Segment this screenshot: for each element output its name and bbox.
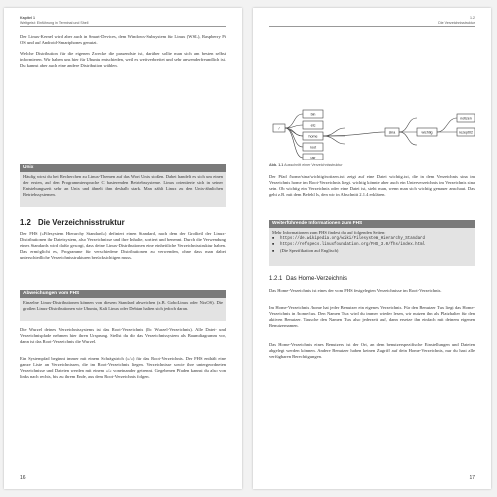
chapter-label: Kapitel 1 <box>20 16 35 20</box>
section-paragraph-1: Der FHS (»Filesystem Hierarchy Standard«) definiert einen Standard, nach dem der Großteil der Linux-Distributionen ihr Dateisystem, also Verzeichnisse und ihre Inhalte, sortiert und benennt. Durch die Verwendung eines Standards wird dafür gesorgt, dass deine Linux-Distributionen eine einheitliche Verzeichnisstruktur haben. Das ermöglicht es, Programme für verschiedene Distributionen zu verwenden, ohne dass man dabei unterschiedliche Verzeichnisstrukturen berücksichtigen muss. <box>20 231 226 261</box>
directory-tree-diagram <box>269 32 475 160</box>
figure-caption <box>269 163 343 167</box>
section-heading <box>20 218 125 227</box>
tree-nodes <box>273 110 475 160</box>
label-usr: usr <box>310 155 316 160</box>
chapter-title: Weltgeist: Einführung in Terminal und Shell <box>20 20 89 25</box>
label-sina: sina <box>388 130 396 135</box>
info-link-refspecs[interactable]: ■ https://refspecs.linuxfoundation.org/FHS_3.0/fhs/index.html <box>272 242 472 248</box>
unix-box-text: Häufig wirst du bei Recherchen zu Linux-Themen auf das Wort Unix stoßen. Dabei handelt es sich um einen der ersten, auf den Programmiersprache C basierenden Betriebssysteme. Linux orientierte sich in seiner Entstehungszeit sehr an Unix und ähnelt ihm deshalb stark. Man zählt Linux zu den Unix-ähnlichen Betriebssystemen. <box>20 172 226 207</box>
info-box-body <box>269 228 475 266</box>
info-box-title: Weiterführende Informationen zum FHS <box>269 220 475 228</box>
right-running-header <box>438 16 475 25</box>
page-number-right: 17 <box>469 475 475 481</box>
info-link-note: ■ (Die Spezifikation auf Englisch) <box>272 248 472 254</box>
deviation-box-text: Einzelne Linux-Distributionen können von diesem Standard abweichen (z.B. GoboLinux oder NixOS). Die großen Linux-Distributionen wie Ubuntu, Kali Linux oder Debian halten sich jedoch daran. <box>20 298 226 321</box>
section-number: 1.2 <box>20 218 31 227</box>
label-bin: bin <box>310 112 316 117</box>
info-link-list <box>272 236 472 254</box>
subsection-title: Das Home-Verzeichnis <box>286 276 348 282</box>
label-root-dir: root <box>309 145 317 150</box>
left-page <box>4 8 242 489</box>
header-rule <box>20 26 226 27</box>
section-paragraph-2: Die Wurzel deines Verzeichnissystems ist das Root-Verzeichnis (lb: Wurzel-Verzeichnis). Alle Datei- und Verzeichnispfade nehmen hier ihren Ursprung. Stellst du dir das Verzeichnissystem als Baumdiagramm vor, dann ist das Root-Verzeichnis die Wurzel. <box>20 327 226 345</box>
intro-paragraph-2: Welche Distribution für die eigenen Zwecke die passendste ist, darüber sollte man sich am besten selbst informieren. Wir haben uns hier für Ubuntu entschieden, weil es weitverbreitet und sehr anwenderfreundlich ist. Du kannst aber auch eine andere Distribution wählen. <box>20 51 226 69</box>
section-running-title: Die Verzeichnisstruktur <box>438 20 475 25</box>
label-etc: etc <box>310 123 316 128</box>
figure-caption-text: Ausschnitt einer Verzeichnisstruktur <box>284 163 343 167</box>
figure-label: Abb. 1.1 <box>269 163 284 167</box>
label-rezept02: rezept02 <box>459 130 473 135</box>
right-paragraph-4: Das Home-Verzeichnis eines Benutzers ist der Ort, an dem benutzerspezifische Einstellungen und Dateien abgelegt werden können. Andere Benutzer haben keinen Zugriff auf dein Home-Verzeichnis, nur du hast alle verfügbaren Berechtigungen. <box>269 342 475 360</box>
info-link-wikipedia[interactable]: ■ https://de.wikipedia.org/wiki/Filesystem_Hierarchy_Standard <box>272 236 472 242</box>
info-box-intro: Mehr Informationen zum FHS findest du auf folgenden Seiten: <box>272 229 386 235</box>
left-running-header <box>20 16 88 25</box>
label-wichtig: wichtig <box>421 130 433 135</box>
right-paragraph-3: Im Home-Verzeichnis /home hat jeder Benutzer ein eigenes Verzeichnis. Für den Benutzer Tux liegt das Home-Verzeichnis in /home/tux. Den Namen Tux wird du immer wieder lesen, wir nutzen ihn als Platzhalter für den aktiven Benutzer. Tausche den Namen Tux also jederzeit auf, dann ersetze ihn einfach mit deinem eigenen Benutzernamen. <box>269 305 475 329</box>
label-root: / <box>278 126 280 131</box>
right-paragraph-2: Das Home-Verzeichnis ist eines der vom FHS festgelegten Verzeichnisse im Root-Verzeichnis. <box>269 288 442 293</box>
deviation-box-title: Abweichungen vom FHS <box>20 290 226 298</box>
right-paragraph-1: Der Pfad /home/sina/wichtig/notizen.txt zeigt auf eine Datei wichtig.txt, die in dem Verzeichnis sina im Verzeichnis home im Root-Verzeichnis liegt. wichtig könnte aber auch ein Unterverzeichnis im Verzeichnis sina sein. Ob wichtig ein Verzeichnis oder eine Datei ist, sieht man, wenn man sich wichtig genauer anschaut. Das geht z.B. mit dem Befehl ls, den wir in Abschnitt 2.1.4 erklären. <box>269 174 475 198</box>
section-label: 1.2 <box>470 16 475 20</box>
unix-box-title: Unix <box>20 164 226 172</box>
section-paragraph-3: Ein Systempfad beginnt immer mit einem Schrägstrich (»/«) für das Root-Verzeichnis. Der FHS enthält eine ganze Liste an Verzeichnissen, die im Root-Verzeichnis liegen. Verzeichnisse sowie ihre untergeordneten Verzeichnisse und Dateien werden mit einem »/« voneinander getrennt. Gegebenen Pfaden kannst du also von links nach rechts, bis zu ihrem Ende, aus dem Root-Verzeichnis folgen. <box>20 356 226 380</box>
section-title: Die Verzeichnisstruktur <box>38 218 125 227</box>
intro-paragraph-1: Der Linux-Kernel wird aber auch in Smart-Devices, dem Windows-Subsystem für Linux (WSL), Raspberry Pi OS und auf Android-Smartphones genutzt. <box>20 34 226 46</box>
page-number-left: 16 <box>20 475 26 481</box>
header-rule <box>269 26 475 27</box>
subsection-heading <box>269 276 347 282</box>
right-page <box>253 8 491 489</box>
label-home: home <box>308 134 318 139</box>
label-notizen: notizen <box>460 116 472 121</box>
subsection-number: 1.2.1 <box>269 276 283 282</box>
